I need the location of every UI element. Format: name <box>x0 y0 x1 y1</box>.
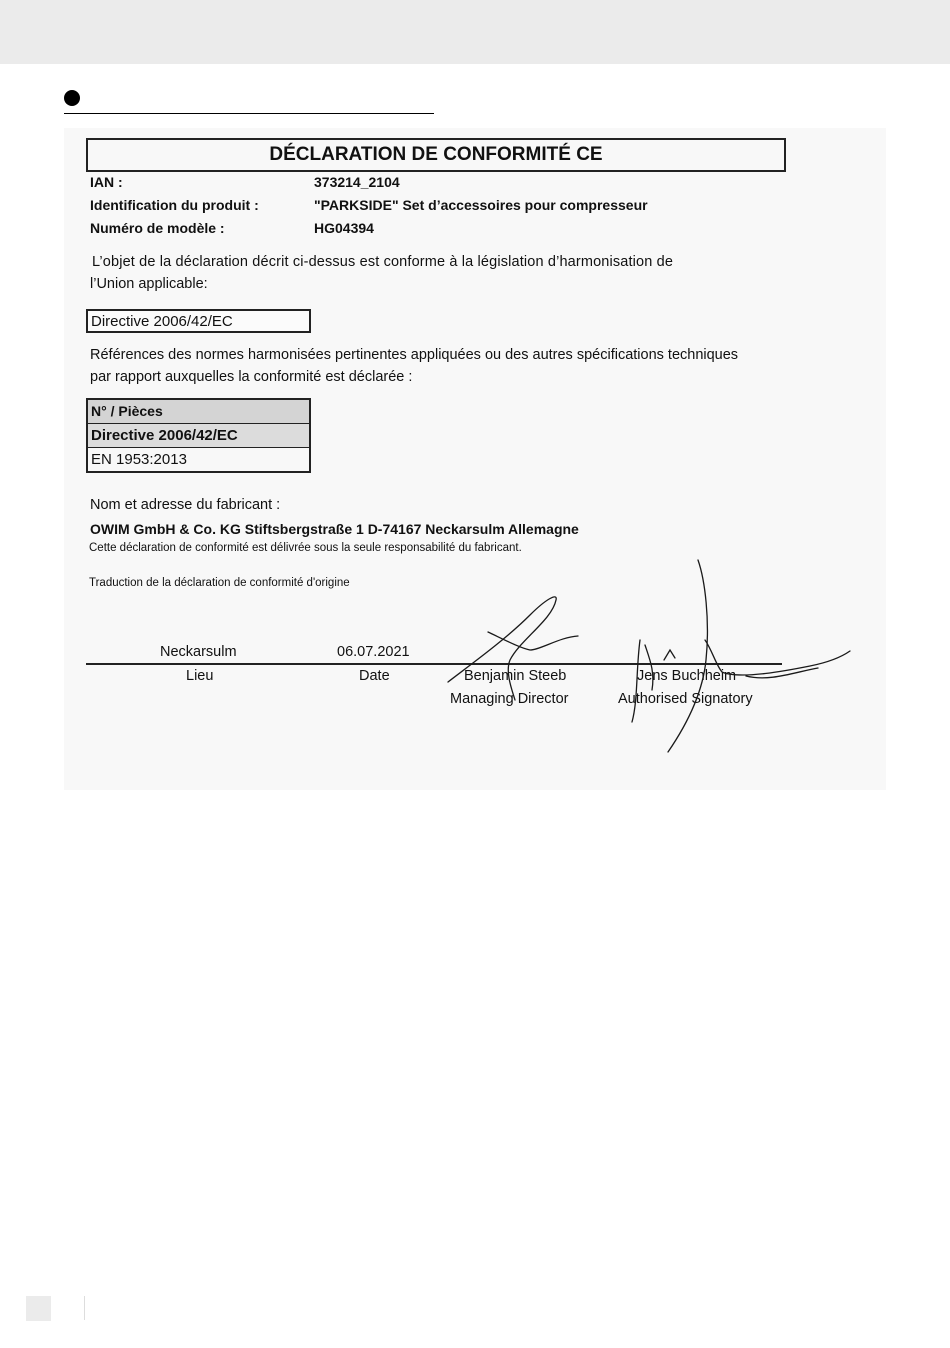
ian-value: 373214_2104 <box>314 174 400 190</box>
product-id-value: "PARKSIDE" Set d’accessoires pour compresseur <box>314 197 648 213</box>
signer2-role: Authorised Signatory <box>618 691 753 707</box>
model-number-label: Numéro de modèle : <box>90 220 225 236</box>
translation-note: Traduction de la déclaration de conformité d'origine <box>89 577 350 589</box>
place-value: Neckarsulm <box>160 644 237 660</box>
signer2-name: Jens Buchheim <box>637 668 737 684</box>
place-label: Lieu <box>186 668 214 684</box>
ian-label: IAN : <box>90 174 123 190</box>
references-line-1: Références des normes harmonisées pertinentes appliquées ou des autres spécifications techniques <box>90 347 739 363</box>
objet-line-2: l’Union applicable: <box>90 276 208 292</box>
directive-box: Directive 2006/42/EC <box>86 309 311 333</box>
objet-line-1: L’objet de la déclaration décrit ci-dessus est conforme à la législation d’harmonisation de <box>92 254 674 270</box>
signer1-role: Managing Director <box>450 691 569 707</box>
references-line-2: par rapport auxquelles la conformité est déclarée : <box>90 369 413 385</box>
table-row: EN 1953:2013 <box>88 447 309 471</box>
page-number-box <box>26 1296 51 1321</box>
product-id-label: Identification du produit : <box>90 197 259 213</box>
table-row: Directive 2006/42/EC <box>88 423 309 447</box>
manufacturer-label: Nom et adresse du fabricant : <box>90 497 281 513</box>
date-value: 06.07.2021 <box>337 644 410 660</box>
manufacturer-address: OWIM GmbH & Co. KG Stiftsbergstraße 1 D-74167 Neckarsulm Allemagne <box>90 521 579 537</box>
declaration-title: DÉCLARATION DE CONFORMITÉ CE <box>86 138 786 172</box>
footer-divider <box>84 1296 85 1320</box>
table-header: N° / Pièces <box>88 400 309 423</box>
signer1-name: Benjamin Steeb <box>464 668 567 684</box>
model-number-value: HG04394 <box>314 220 374 236</box>
responsibility-note: Cette déclaration de conformité est délivrée sous la seule responsabilité du fabricant. <box>89 542 522 554</box>
date-label: Date <box>359 668 390 684</box>
